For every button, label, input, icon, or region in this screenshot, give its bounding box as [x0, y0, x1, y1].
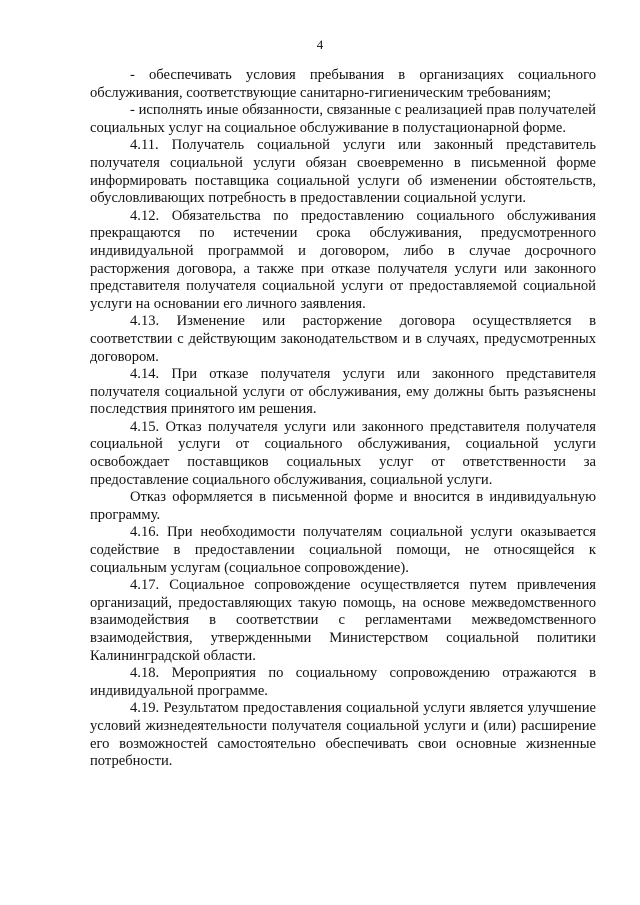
- document-body: [90, 67, 596, 771]
- paragraph-4-19: 4.19. Результатом предоставления социальной услуги является улучшение условий жизнедеятельности получателя социальной услуги и (или) расширение его возможностей самостоятельно обеспечивать свои основные жизненные потребности.: [90, 700, 596, 770]
- paragraph-4-17: 4.17. Социальное сопровождение осуществляется путем привлечения организаций, предоставляющих такую помощь, на основе межведомственного взаимодействия в соответствии с регламентами межведомственного взаимодействия, утвержденными Министерством социальной политики Калининградской области.: [90, 577, 596, 664]
- paragraph-4-16: 4.16. При необходимости получателям социальной услуги оказывается содействие в предоставлении социальной помощи, не относящейся к социальным услугам (социальное сопровождение).: [90, 524, 596, 576]
- page-number: 4: [316, 37, 324, 52]
- paragraph-4-15: 4.15. Отказ получателя услуги или законного представителя получателя социальной услуги от социального обслуживания, социальной услуги освобождает поставщиков социальных услуг от ответственности за предоставление социального обслуживания, социальной услуги.: [90, 418, 596, 488]
- paragraph-4-13: 4.13. Изменение или расторжение договора осуществляется в соответствии с действующим законодательством и в случаях, предусмотренных договором.: [90, 313, 596, 365]
- paragraph-4-18: 4.18. Мероприятия по социальному сопровождению отражаются в индивидуальной программе.: [90, 665, 596, 699]
- paragraph-obligation-conditions: - обеспечивать условия пребывания в организациях социального обслуживания, соответствующие санитарно-гигиеническим требованиям;: [90, 67, 596, 101]
- paragraph-4-11: 4.11. Получатель социальной услуги или законный представитель получателя социальной услуги обязан своевременно в письменной форме информировать поставщика социальной услуги об изменении обстоятельств, обусловливающих потребность в предоставлении социальной услуги.: [90, 137, 596, 207]
- paragraph-4-14: 4.14. При отказе получателя услуги или законного представителя получателя социальной услуги от обслуживания, ему должны быть разъяснены последствия принятого им решения.: [90, 366, 596, 418]
- paragraph-refusal-form: Отказ оформляется в письменной форме и вносится в индивидуальную программу.: [90, 489, 596, 523]
- paragraph-4-12: 4.12. Обязательства по предоставлению социального обслуживания прекращаются по истечении срока обслуживания, предусмотренного индивидуальной программой и договором, либо в случае досрочного расторжения договора, а также при отказе получателя услуги или законного представителя получателя социальной услуги от предоставляемой социальной услуги на основании его личного заявления.: [90, 207, 596, 312]
- paragraph-obligation-other: - исполнять иные обязанности, связанные с реализацией прав получателей социальных услуг на социальное обслуживание в полустационарной форме.: [90, 102, 596, 136]
